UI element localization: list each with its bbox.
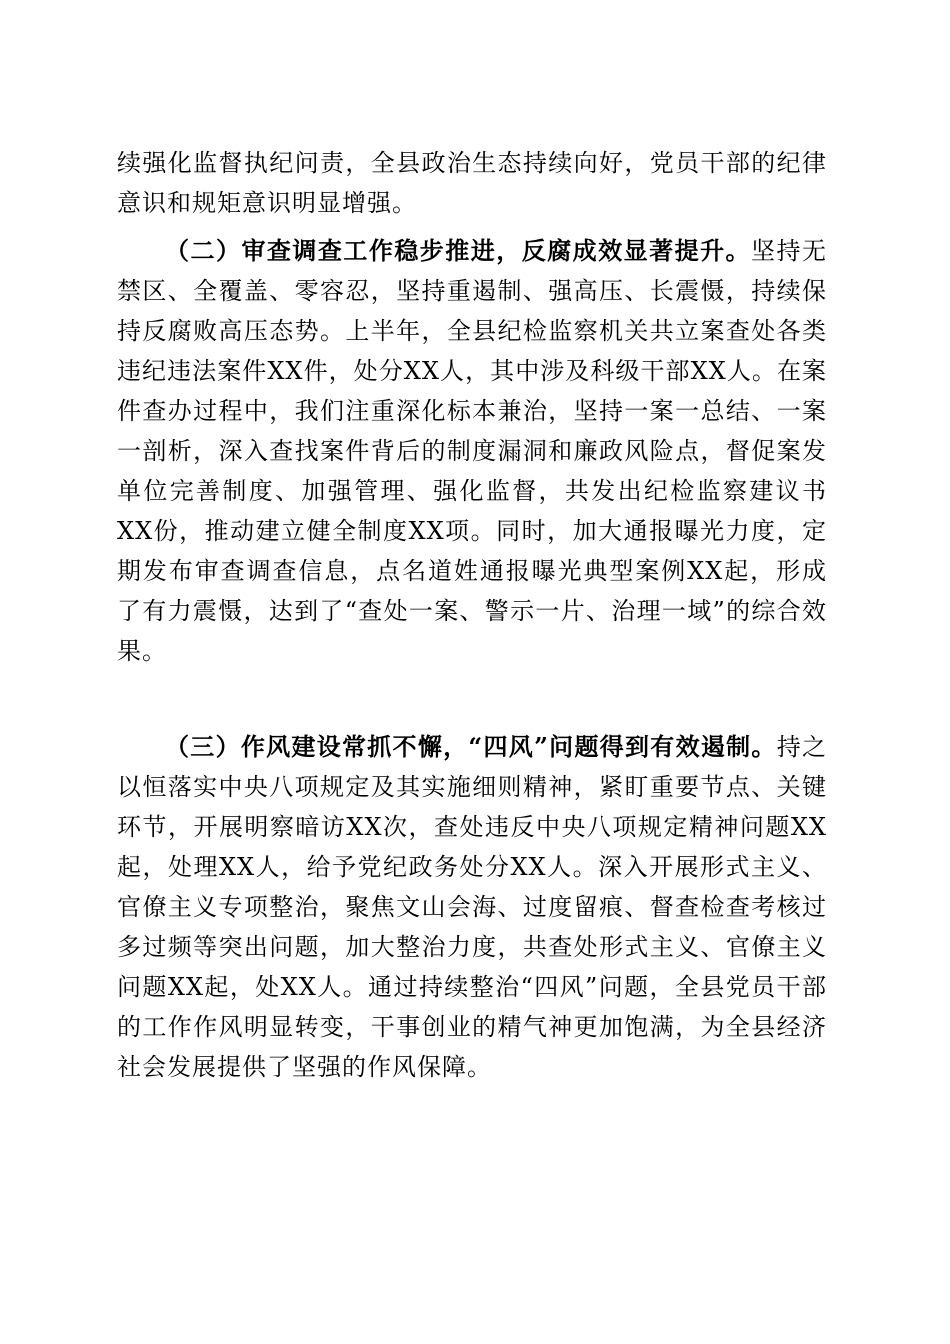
paragraph-3-text [117,727,827,1087]
paragraph-3-heading: （三）作风建设常抓不懈，“四风”问题得到有效遏制。 [165,732,777,761]
paragraph-2-body: 坚持无禁区、全覆盖、零容忍，坚持重遏制、强高压、长震慑，持续保持反腐败高压态势。上半年，全县纪检监察机关共立案查处各类违纪违法案件XX件，处分XX人，其中涉及科级干部XX人。在案件查办过程中，我们注重深化标本兼治，坚持一案一总结、一案一剖析，深入查找案件背后的制度漏洞和廉政风险点，督促案发单位完善制度、加强管理、强化监督，共发出纪检监察建议书XX份，推动建立健全制度XX项。同时，加大通报曝光力度，定期发布审查调查信息，点名道姓通报曝光典型案例XX起，形成了有力震慑，达到了“查处一案、警示一片、治理一域”的综合效果。 [117,237,828,665]
paragraph-2-heading: （二）审查调查工作稳步推进，反腐成效显著提升。 [165,236,752,265]
paragraph-2-text [117,231,827,671]
paragraph-1-text [117,143,827,223]
paragraph-1-body: 续强化监督执纪问责，全县政治生态持续向好，党员干部的纪律意识和规矩意识明显增强。 [117,149,827,217]
paragraph-3-body: 持之以恒落实中央八项规定及其实施细则精神，紧盯重要节点、关键环节，开展明察暗访XX次，查处违反中央八项规定精神问题XX起，处理XX人，给予党纪政务处分XX人。深入开展形式主义、官僚主义专项整治，聚焦文山会海、过度留痕、督查检查考核过多过频等突出问题，加大整治力度，共查处形式主义、官僚主义问题XX起，处XX人。通过持续整治“四风”问题，全县党员干部的工作作风明显转变，干事创业的精气神更加饱满，为全县经济社会发展提供了坚强的作风保障。 [117,733,828,1081]
paragraph-2 [117,231,827,671]
paragraph-3 [117,727,827,1087]
paragraph-1 [117,143,827,223]
